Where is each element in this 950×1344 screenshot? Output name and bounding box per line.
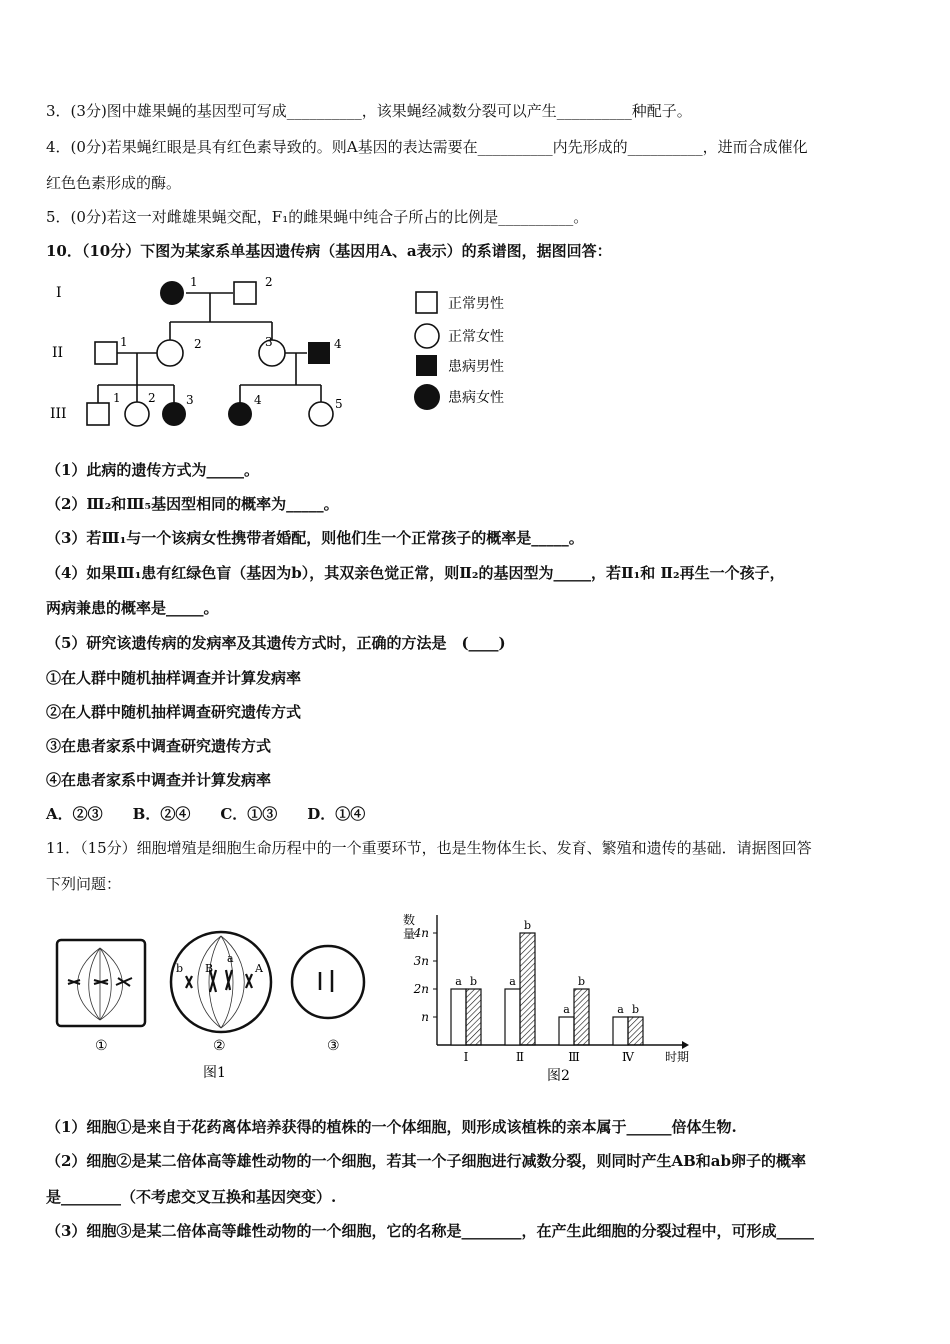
bar-b (574, 989, 589, 1045)
individual-num: 2 (194, 337, 202, 351)
III4-affected-female (228, 402, 252, 426)
question-4-cont: 红色色素形成的酶。 (46, 174, 182, 192)
figure-2-chart (395, 910, 715, 1085)
I1-affected-female (160, 281, 184, 305)
figure-1-caption: 图1 (203, 1065, 226, 1081)
q11-part1: （1）细胞①是来自于花药离体培养获得的植株的一个体细胞，则形成该植株的亲本属于______倍体生物. (46, 1118, 737, 1136)
y-tick-label: 4n (413, 926, 429, 940)
individual-num: 5 (335, 397, 343, 411)
y-tick-label: 3n (413, 954, 429, 968)
x-tick-label: Ⅱ (515, 1050, 525, 1064)
gen-label: III (50, 406, 67, 422)
y-tick-label: 2n (413, 982, 429, 996)
cell-label: ② (213, 1038, 226, 1054)
III1-normal-male (87, 403, 109, 425)
individual-num: 1 (120, 335, 128, 349)
option-1: ①在人群中随机抽样调查并计算发病率 (46, 669, 302, 687)
y-tick-label: n (421, 1010, 429, 1024)
legend-affected-female-icon (414, 384, 440, 410)
gen-label: II (52, 345, 64, 361)
option-4: ④在患者家系中调查并计算发病率 (46, 771, 272, 789)
individual-num: 2 (148, 391, 156, 405)
legend-label: 患病男性 (448, 359, 504, 375)
q10-part1: （1）此病的遗传方式为_____。 (46, 461, 259, 479)
x-tick-label: Ⅰ (463, 1050, 469, 1064)
III3-affected-female (162, 402, 186, 426)
question-11: 11．（15分）细胞增殖是细胞生命历程中的一个重要环节，也是生物体生长、发育、繁殖和遗传的基础．请据图回答 (46, 839, 812, 857)
individual-num: 4 (334, 337, 342, 351)
bar-label-b: b (577, 975, 586, 988)
bar-label-b: b (523, 919, 532, 932)
legend-affected-male-icon (416, 355, 437, 376)
bar-label-a: a (617, 1003, 624, 1016)
gene-label: b (176, 962, 184, 975)
bar-label-b: b (469, 975, 478, 988)
individual-num: 3 (186, 393, 194, 407)
bar-a (505, 989, 520, 1045)
I2-normal-male (234, 282, 256, 304)
bar-label-b: b (631, 1003, 640, 1016)
legend-label: 正常女性 (448, 329, 504, 345)
individual-num: 3 (265, 335, 273, 349)
bar-a (613, 1017, 628, 1045)
q11-part3: （3）细胞③是某二倍体高等雌性动物的一个细胞，它的名称是________，在产生此细胞的分裂过程中，可形成_____ (46, 1222, 814, 1240)
individual-num: 1 (190, 275, 198, 289)
y-axis-label: 量 (403, 927, 416, 941)
legend-label: 患病女性 (448, 390, 504, 406)
individual-num: 1 (113, 391, 121, 405)
q10-part4: （4）如果Ⅲ₁患有红绿色盲（基因为b），其双亲色觉正常，则Ⅱ₂的基因型为_____，若Ⅱ₁和 Ⅱ₂再生一个孩子， (46, 564, 785, 582)
figure-1-cells (50, 930, 400, 1110)
x-axis-label: 时期 (665, 1050, 690, 1064)
bar-label-a: a (455, 975, 462, 988)
figure-2-caption: 图2 (547, 1068, 570, 1084)
III2-normal-female (125, 402, 149, 426)
legend-normal-female-icon (415, 324, 439, 348)
bar-label-a: a (563, 1003, 570, 1016)
option-2: ②在人群中随机抽样调查研究遗传方式 (46, 703, 302, 721)
question-5: 5．(0分)若这一对雌雄果蝇交配，F₁的雌果蝇中纯合子所占的比例是__________。 (46, 208, 589, 226)
gene-label: a (227, 952, 234, 965)
III5-normal-female (309, 402, 333, 426)
answer-choices: A．②③ B．②④ C．①③ D．①④ (46, 805, 366, 823)
cell-2-animal-cell (171, 932, 271, 1032)
q11-part2-cont: 是________（不考虑交叉互换和基因突变）. (46, 1188, 337, 1206)
legend-normal-male-icon (416, 292, 437, 313)
cell-label: ① (95, 1038, 108, 1054)
q10-part4-cont: 两病兼患的概率是_____。 (46, 599, 219, 617)
gen-label: I (56, 285, 62, 301)
bar-b (628, 1017, 643, 1045)
II1-normal-male (95, 342, 117, 364)
y-axis-label: 数 (403, 913, 416, 927)
option-3: ③在患者家系中调查研究遗传方式 (46, 737, 272, 755)
individual-num: 2 (265, 275, 273, 289)
bar-label-a: a (509, 975, 516, 988)
individual-num: 4 (254, 393, 262, 407)
cell-3-animal-cell (292, 946, 364, 1018)
gene-label: B (205, 962, 214, 975)
question-3: 3．(3分)图中雄果蝇的基因型可写成__________，该果蝇经减数分裂可以产生__________种配子。 (46, 102, 692, 120)
gene-label: A (255, 962, 263, 975)
bar-b (520, 933, 535, 1045)
bar-a (451, 989, 466, 1045)
question-11-cont: 下列问题： (46, 875, 122, 893)
II4-affected-male (308, 342, 330, 364)
q11-part2: （2）细胞②是某二倍体高等雄性动物的一个细胞，若其一个子细胞进行减数分裂，则同时产生AB和ab卵子的概率 (46, 1152, 806, 1170)
q10-part2: （2）Ⅲ₂和Ⅲ₅基因型相同的概率为_____。 (46, 495, 339, 513)
x-tick-label: Ⅲ (568, 1050, 580, 1064)
bar-a (559, 1017, 574, 1045)
x-axis-arrow (682, 1041, 689, 1049)
q10-part5: （5）研究该遗传病的发病率及其遗传方式时，正确的方法是 (____) (46, 634, 506, 652)
pedigree-diagram (40, 272, 560, 442)
x-tick-label: Ⅳ (622, 1050, 634, 1064)
II2-normal-female (157, 340, 183, 366)
legend-label: 正常男性 (448, 296, 504, 312)
q10-part3: （3）若Ⅲ₁与一个该病女性携带者婚配，则他们生一个正常孩子的概率是_____。 (46, 529, 584, 547)
bar-b (466, 989, 481, 1045)
question-10: 10．（10分）下图为某家系单基因遗传病（基因用A、a表示）的系谱图，据图回答： (46, 242, 612, 260)
question-4: 4．(0分)若果蝇红眼是具有红色素导致的。则A基因的表达需要在__________内先形成的__________，进而合成催化 (46, 138, 808, 156)
cell-label: ③ (327, 1038, 340, 1054)
